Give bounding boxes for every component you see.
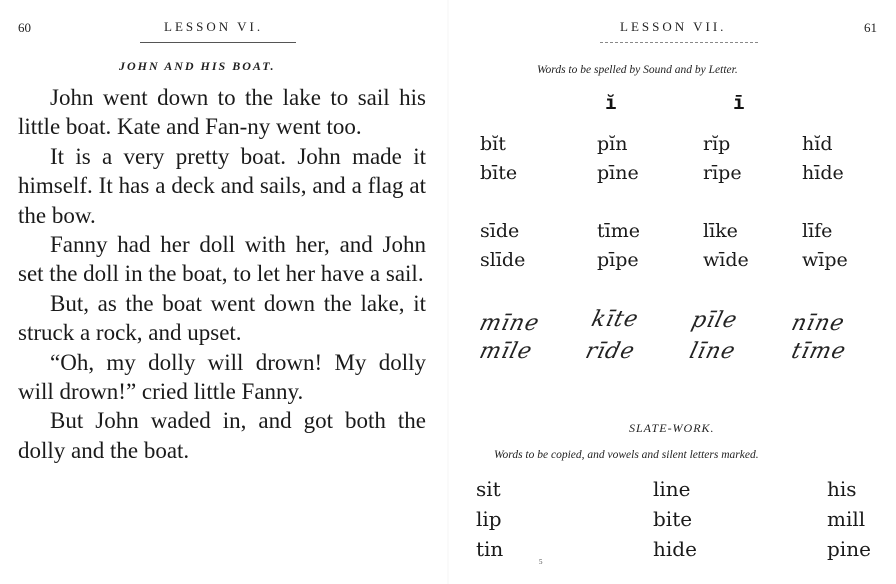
story-paragraph: Fanny had her doll with her, and John set the doll in the boat, to let her have a sail. [18, 232, 426, 287]
slate-word: pine [827, 537, 871, 561]
story-text [18, 83, 426, 465]
word: tīme [597, 220, 640, 242]
word: līke [703, 220, 738, 242]
long-i-key: ī [733, 92, 745, 114]
word: sīde [480, 220, 520, 242]
word: pĭn [597, 133, 628, 155]
right-page [448, 0, 896, 584]
slate-word: lip [476, 507, 502, 531]
script-word: līne [686, 339, 739, 364]
script-word: nīne [788, 311, 848, 336]
slate-word: bite [653, 507, 693, 531]
spelling-instruction: Words to be spelled by Sound and by Letter. [537, 64, 738, 76]
story-paragraph: John went down to the lake to sail his little boat. Kate and Fan-ny went too. [18, 85, 426, 140]
slate-word: his [827, 477, 857, 501]
word: wīpe [802, 249, 848, 271]
script-word: mīle [476, 339, 536, 364]
page-number-left: 60 [18, 20, 31, 35]
script-word: pīle [688, 308, 741, 333]
story-paragraph: It is a very pretty boat. John made it himself. It has a deck and sails, and a flag at the bow. [18, 143, 426, 228]
story-paragraph: But, as the boat went down the lake, it struck a rock, and upset. [18, 290, 426, 346]
word: pīne [597, 162, 639, 184]
slate-work-heading: SLATE-WORK. [629, 421, 715, 435]
script-word: tīme [788, 339, 849, 364]
word: hĭd [802, 133, 833, 155]
script-word: mīne [476, 311, 543, 336]
slate-instruction: Words to be copied, and vowels and silent letters marked. [494, 449, 759, 461]
page-number-right: 61 [864, 20, 877, 35]
word: pīpe [597, 249, 639, 271]
word: hīde [802, 162, 844, 184]
script-word: kīte [588, 307, 642, 332]
slate-word: tin [476, 537, 504, 561]
running-head-left: LESSON VI. [164, 19, 264, 34]
script-word: rīde [582, 339, 638, 364]
word: rĭp [703, 133, 731, 155]
word: wīde [703, 249, 749, 271]
header-rule-right [600, 42, 758, 43]
word: bīte [480, 162, 518, 184]
word: slīde [480, 249, 526, 271]
header-rule-left [140, 42, 296, 43]
slate-word: hide [653, 537, 697, 561]
signature-mark: 5 [539, 558, 543, 566]
word: bĭt [480, 133, 506, 155]
story-title: JOHN AND HIS BOAT. [119, 59, 276, 73]
story-paragraph: But John waded in, and got both the dolly and the boat. [18, 408, 426, 463]
word: rīpe [703, 162, 742, 184]
story-paragraph: “Oh, my dolly will drown! My dolly will drown!” cried little Fanny. [18, 349, 426, 405]
slate-word: mill [827, 507, 866, 531]
short-i-key: ĭ [605, 92, 617, 114]
word: līfe [802, 220, 833, 242]
slate-word: sit [476, 477, 501, 501]
slate-word: line [653, 477, 691, 501]
running-head-right: LESSON VII. [620, 19, 727, 34]
